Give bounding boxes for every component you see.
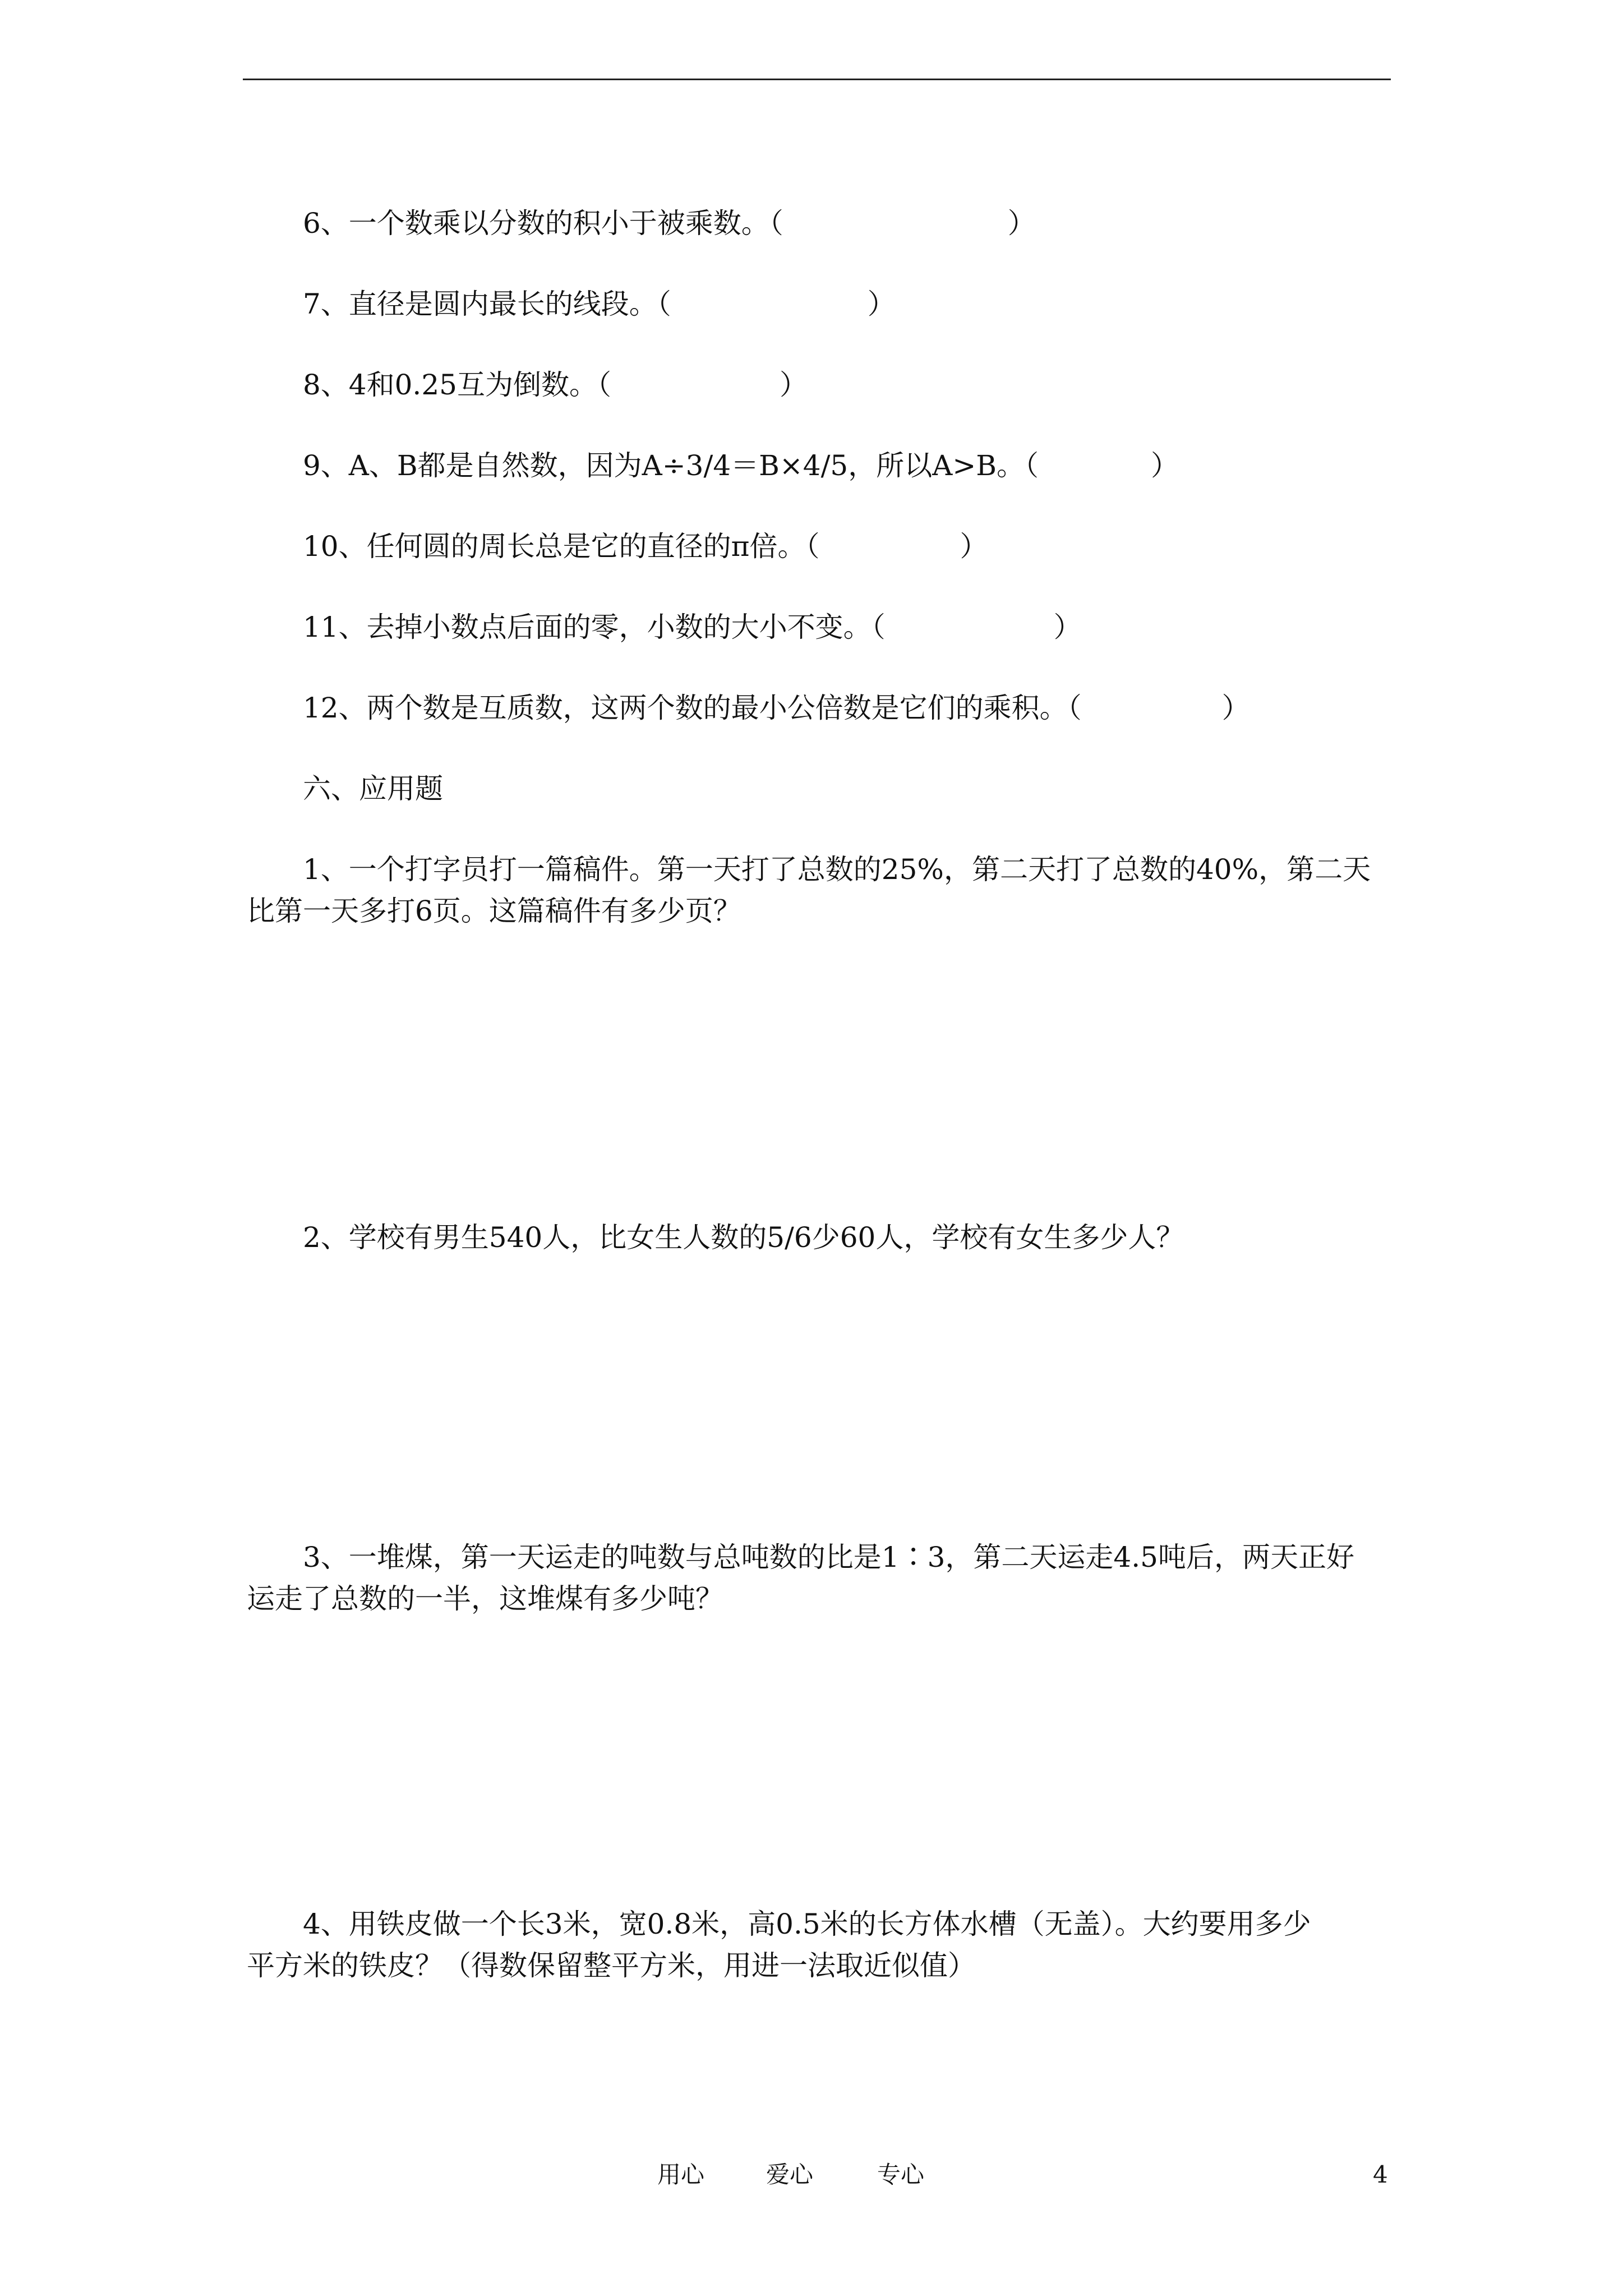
problem-3-line-2: 运走了总数的一半，这堆煤有多少吨？ (247, 1582, 723, 1615)
header-rule (243, 79, 1391, 80)
problem-4-line-1: 4、用铁皮做一个长3米，宽0.8米，高0.5米的长方体水槽（无盖）。大约要用多少 (303, 1908, 1311, 1940)
problem-2-line-1: 2、学校有男生540人，比女生人数的5/6少60人，学校有女生多少人？ (303, 1221, 1184, 1254)
true-false-item-8: 8、4和0.25互为倒数。（ ） (303, 369, 808, 401)
footer-word-1: 用心 (657, 2161, 705, 2188)
problem-1-line-1: 1、一个打字员打一篇稿件。第一天打了总数的25%，第二天打了总数的40%，第二天 (303, 853, 1371, 886)
footer-word-3: 专心 (877, 2161, 925, 2188)
true-false-item-11: 11、去掉小数点后面的零，小数的大小不变。（ ） (303, 611, 1082, 643)
true-false-item-6: 6、一个数乘以分数的积小于被乘数。（ ） (303, 207, 1036, 240)
problem-1-line-2: 比第一天多打6页。这篇稿件有多少页？ (247, 895, 741, 927)
footer-word-2: 爱心 (766, 2161, 814, 2188)
problem-3-line-1: 3、一堆煤，第一天运走的吨数与总吨数的比是1∶3，第二天运走4.5吨后，两天正好 (303, 1541, 1354, 1573)
problem-4-line-2: 平方米的铁皮？（得数保留整平方米，用进一法取近似值） (247, 1949, 976, 1982)
true-false-item-10: 10、任何圆的周长总是它的直径的π倍。（ ） (303, 530, 988, 563)
true-false-item-12: 12、两个数是互质数，这两个数的最小公倍数是它们的乘积。（ ） (303, 692, 1250, 724)
section-title: 六、应用题 (303, 772, 443, 805)
true-false-item-9: 9、A、B都是自然数，因为A÷3/4＝B×4/5，所以A>B。（ ） (303, 449, 1179, 482)
page-number: 4 (1373, 2161, 1388, 2188)
true-false-item-7: 7、直径是圆内最长的线段。（ ） (303, 288, 896, 320)
